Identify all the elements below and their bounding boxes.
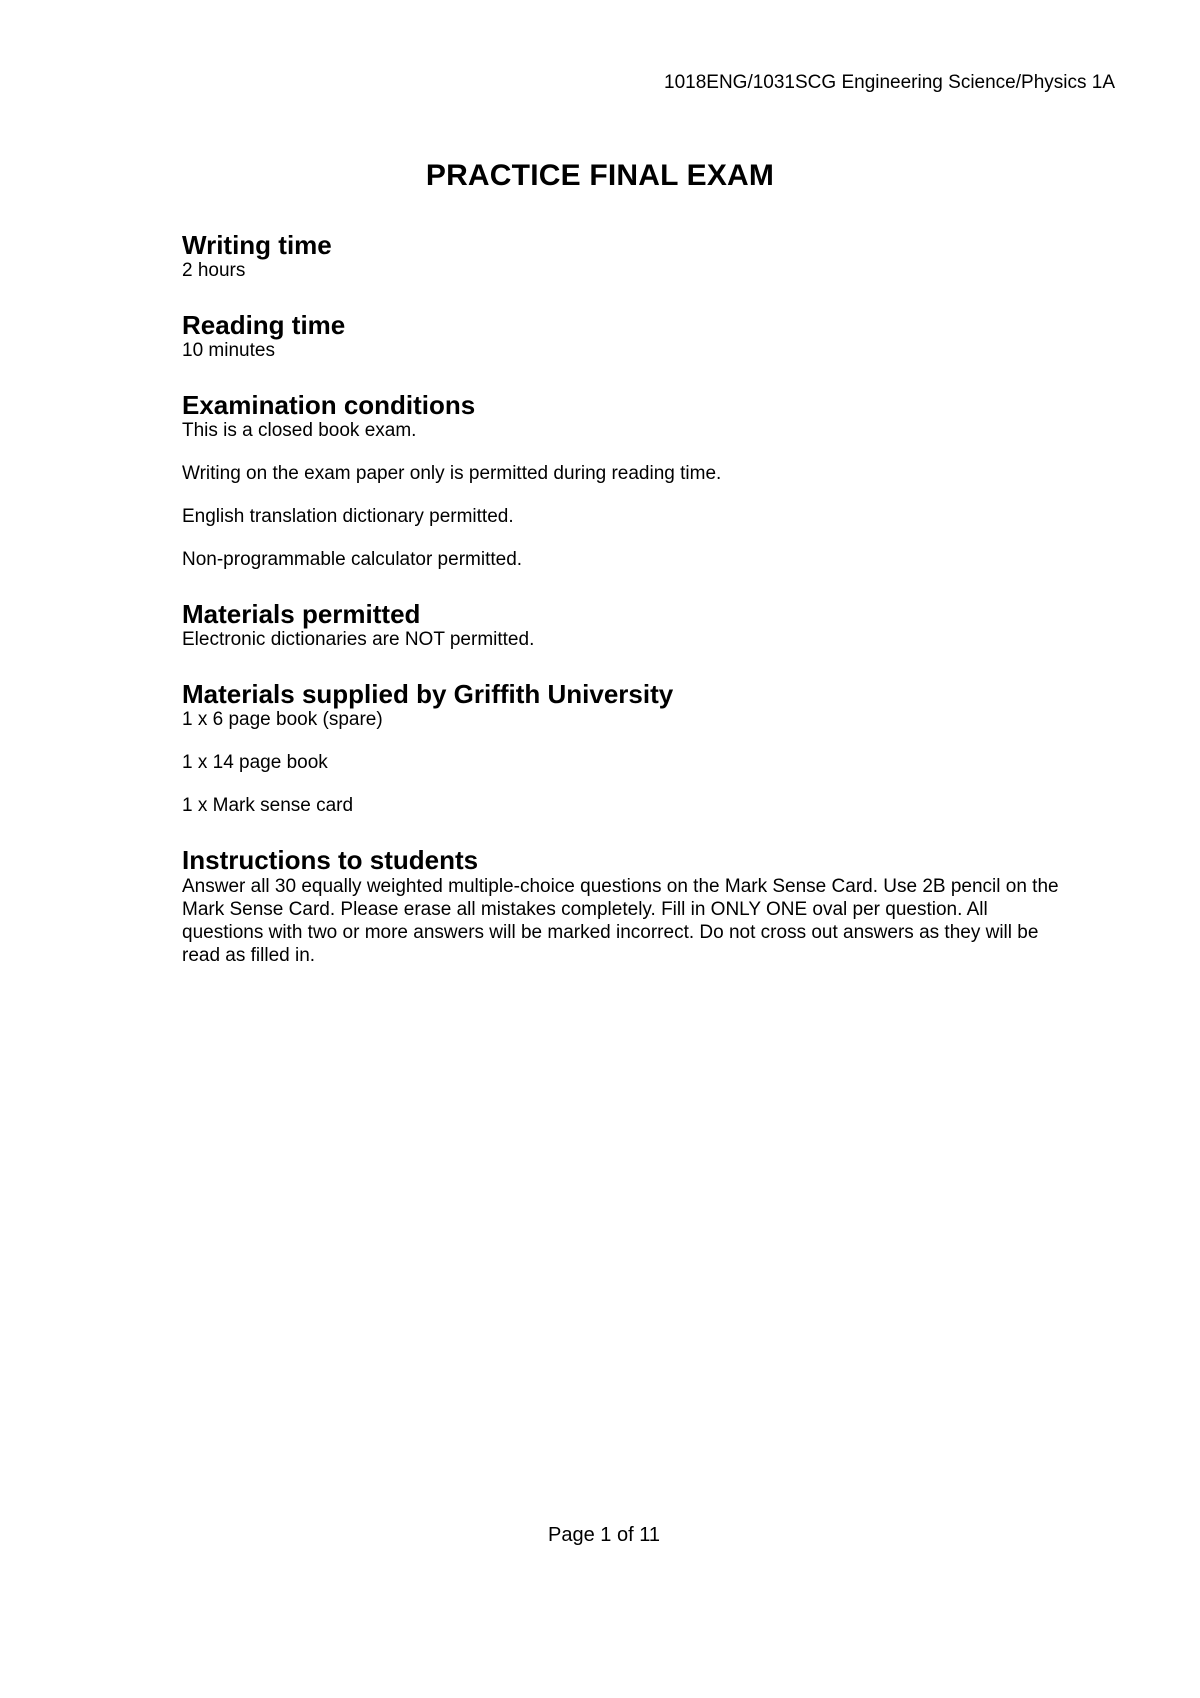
page-title: PRACTICE FINAL EXAM bbox=[425, 159, 775, 192]
section-materials-supplied bbox=[182, 679, 1062, 817]
section-heading: Examination conditions bbox=[182, 390, 476, 420]
writing-time-value: 2 hours bbox=[182, 260, 246, 281]
section-materials-permitted bbox=[182, 599, 1062, 651]
section-heading: Materials supplied by Griffith University bbox=[182, 679, 674, 709]
supplied-item: 1 x 6 page book (spare) bbox=[182, 709, 383, 730]
supplied-item: 1 x Mark sense card bbox=[182, 795, 354, 816]
page-number: Page 1 of 11 bbox=[548, 1524, 660, 1546]
section-heading: Reading time bbox=[182, 310, 346, 340]
exam-details bbox=[182, 230, 1062, 995]
condition-line: English translation dictionary permitted. bbox=[182, 506, 514, 527]
condition-line: Non-programmable calculator permitted. bbox=[182, 549, 523, 570]
condition-line: Writing on the exam paper only is permitted during reading time. bbox=[182, 463, 722, 484]
section-examination-conditions bbox=[182, 390, 1062, 571]
materials-permitted-line: Electronic dictionaries are NOT permitted. bbox=[182, 629, 535, 650]
supplied-item: 1 x 14 page book bbox=[182, 752, 328, 773]
section-instructions bbox=[182, 845, 1062, 967]
section-reading-time bbox=[182, 310, 1062, 362]
section-heading: Writing time bbox=[182, 230, 332, 260]
section-heading: Instructions to students bbox=[182, 845, 479, 875]
condition-line: This is a closed book exam. bbox=[182, 420, 417, 441]
course-header: 1018ENG/1031SCG Engineering Science/Physics 1A bbox=[664, 72, 1115, 93]
section-heading: Materials permitted bbox=[182, 599, 421, 629]
reading-time-value: 10 minutes bbox=[182, 340, 275, 361]
instructions-paragraph: Answer all 30 equally weighted multiple-choice questions on the Mark Sense Card. Use 2B pencil on the Mark Sense Card. Please erase all mistakes completely. Fill in ONLY ONE oval per question. All questions with two or more answers will be marked incorrect. Do not cross out answers as they will be read as filled in. bbox=[182, 876, 1059, 966]
section-writing-time bbox=[182, 230, 1062, 282]
